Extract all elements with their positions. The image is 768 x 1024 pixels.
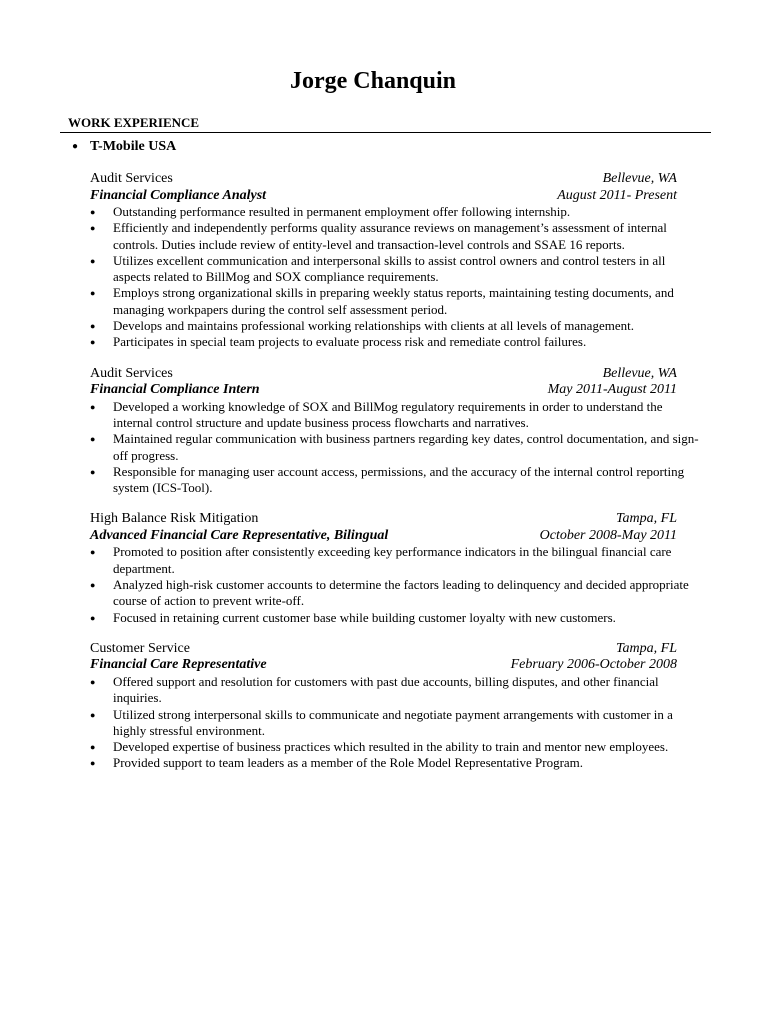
- job-location: Tampa, FL: [616, 511, 677, 527]
- job-bullet-text: Offered support and resolution for customers with past due accounts, billing disputes, and other financial inquiries.: [113, 673, 659, 706]
- job-dates: August 2011- Present: [557, 187, 677, 203]
- bullet-dot-icon: ●: [90, 207, 96, 217]
- job-bullet-item: [90, 674, 702, 707]
- job-bullet-item: [90, 577, 702, 610]
- job-bullet-text: Outstanding performance resulted in permanent employment offer following internship.: [113, 204, 571, 219]
- job-department: Audit Services: [90, 171, 173, 186]
- job-bullet-item: [90, 610, 702, 626]
- bullet-dot-icon: ●: [90, 434, 96, 445]
- job-entry: [90, 366, 702, 497]
- job-entry: [90, 171, 702, 351]
- job-bullet-list: [90, 399, 702, 497]
- job-location: Bellevue, WA: [602, 365, 677, 381]
- job-bullet-text: Promoted to position after consistently exceeding key performance indicators in the bilingual financial care department.: [113, 544, 672, 576]
- bullet-dot-icon: ●: [90, 758, 96, 769]
- job-department: Audit Services: [90, 365, 173, 381]
- job-title: Advanced Financial Care Representative, Bilingual: [90, 527, 389, 543]
- job-bullet-item: [90, 431, 702, 464]
- job-bullet-text: Participates in special team projects to evaluate process risk and remediate control failures.: [113, 334, 587, 350]
- job-title: Financial Compliance Analyst: [90, 187, 267, 203]
- job-list: [90, 171, 702, 787]
- job-bullet-list: [90, 204, 702, 351]
- job-bullet-text: Efficiently and independently performs quality assurance reviews on management’s assessment of internal controls. Duties include review of entity-level and transaction-level controls and SSAE 16 reports.: [113, 220, 667, 252]
- job-bullet-text: Employs strong organizational skills in preparing weekly status reports, maintaining testing documents, and managing workpapers during the control self assessment period.: [113, 285, 674, 317]
- job-title-row: [90, 657, 702, 674]
- job-department: High Balance Risk Mitigation: [90, 511, 259, 527]
- bullet-dot-icon: ●: [90, 466, 96, 477]
- job-department-row: [90, 641, 702, 658]
- job-bullet-item: [90, 464, 702, 497]
- job-bullet-text: Developed expertise of business practices which resulted in the ability to train and mentor new employees.: [113, 739, 669, 755]
- bullet-dot-icon: ●: [90, 676, 96, 687]
- bullet-dot-icon: ●: [90, 742, 96, 753]
- bullet-dot-icon: ●: [90, 580, 96, 591]
- job-location: Tampa, FL: [616, 640, 677, 656]
- job-bullet-item: [90, 285, 702, 318]
- job-bullet-item: [90, 739, 702, 755]
- bullet-dot-icon: ●: [90, 223, 96, 234]
- job-bullet-text: Responsible for managing user account access, permissions, and the accuracy of the internal control reporting system (ICS-Tool).: [113, 463, 685, 496]
- job-bullet-list: [90, 674, 702, 772]
- job-dates: October 2008-May 2011: [539, 527, 677, 543]
- job-department-row: [90, 511, 702, 528]
- company-entry: [72, 138, 176, 155]
- job-bullet-text: Developed a working knowledge of SOX and BillMog regulatory requirements in order to understand the internal control structure and update business process flowcharts and narratives.: [113, 398, 663, 430]
- job-bullet-item: [90, 334, 702, 350]
- bullet-dot-icon: ●: [90, 401, 96, 412]
- job-bullet-item: [90, 399, 702, 432]
- job-bullet-text: Utilizes excellent communication and interpersonal skills to assist control owners and control testers in all aspects related to BillMog and SOX compliance requirements.: [113, 252, 666, 285]
- job-bullet-text: Maintained regular communication with business partners regarding key dates, control documentation, and sign-off progress.: [113, 431, 699, 463]
- job-bullet-item: [90, 253, 702, 286]
- bullet-dot-icon: ●: [90, 612, 96, 623]
- job-department-row: [90, 366, 702, 383]
- job-bullet-item: [90, 707, 702, 740]
- section-heading-work-experience: WORK EXPERIENCE: [68, 115, 200, 130]
- job-bullet-text: Provided support to team leaders as a member of the Role Model Representative Program.: [113, 755, 584, 771]
- job-title: Financial Compliance Intern: [90, 382, 260, 398]
- job-bullet-text: Utilized strong interpersonal skills to communicate and negotiate payment arrangements with customer in a highly stressful environment.: [113, 706, 673, 738]
- bullet-dot-icon: ●: [90, 337, 96, 348]
- job-entry: [90, 641, 702, 772]
- company-bullet-icon: ●: [72, 141, 79, 152]
- company-name: T-Mobile USA: [90, 139, 177, 154]
- bullet-dot-icon: ●: [90, 547, 96, 558]
- job-bullet-text: Analyzed high-risk customer accounts to determine the factors leading to delinquency and decided appropriate course of action to prevent write-off.: [113, 577, 689, 609]
- job-dates: May 2011-August 2011: [547, 382, 677, 398]
- bullet-dot-icon: ●: [90, 321, 96, 332]
- job-title: Financial Care Representative: [90, 657, 267, 673]
- bullet-dot-icon: ●: [90, 709, 96, 720]
- job-entry: [90, 511, 702, 625]
- job-bullet-item: [90, 318, 702, 334]
- bullet-dot-icon: ●: [90, 288, 96, 299]
- job-department: Customer Service: [90, 640, 190, 656]
- job-bullet-item: [90, 755, 702, 771]
- job-department-row: [90, 171, 702, 188]
- job-title-row: [90, 382, 702, 399]
- job-bullet-text: Develops and maintains professional working relationships with clients at all levels of management.: [113, 318, 634, 334]
- job-location: Bellevue, WA: [602, 171, 677, 186]
- section-divider: [60, 132, 711, 133]
- job-bullet-text: Focused in retaining current customer base while building customer loyalty with new customers.: [113, 609, 616, 625]
- job-dates: February 2006-October 2008: [510, 657, 677, 673]
- job-title-row: [90, 528, 702, 545]
- job-bullet-list: [90, 544, 702, 625]
- candidate-name: Jorge Chanquin: [289, 68, 457, 94]
- job-bullet-item: [90, 544, 702, 577]
- job-bullet-item: [90, 220, 702, 253]
- job-title-row: [90, 188, 702, 205]
- bullet-dot-icon: ●: [90, 255, 96, 266]
- job-bullet-item: [90, 204, 702, 220]
